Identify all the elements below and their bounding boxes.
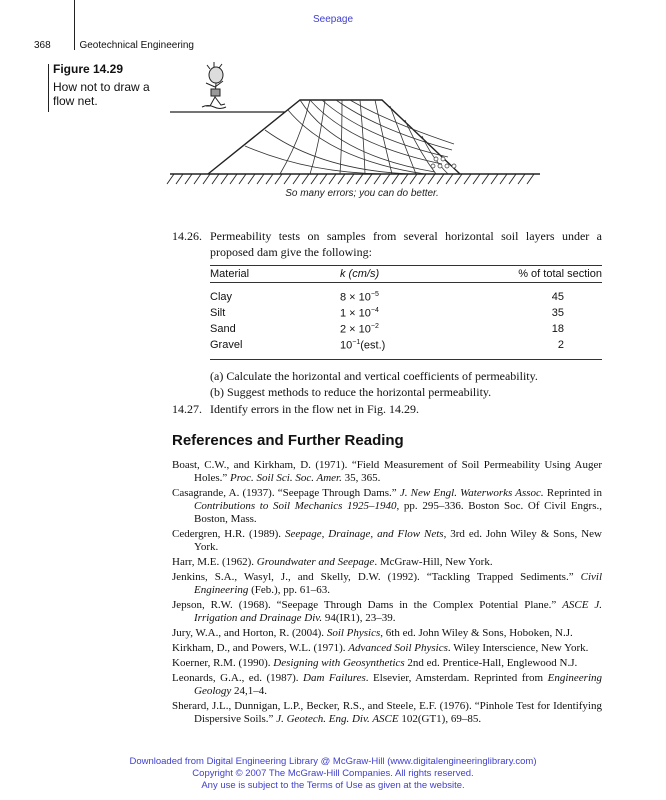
problem-part-b: (b) Suggest methods to reduce the horizontal permeability. [210, 385, 492, 399]
hatch-tick [464, 174, 471, 184]
reference-item: Jenkins, S.A., Wasyl, J., and Skelly, D.W. (1992). “Tackling Trapped Sediments.” Civil Engineering (Feb.), pp. 61–63. [172, 571, 602, 596]
hatch-tick [428, 174, 435, 184]
hatch-tick [302, 174, 309, 184]
hatch-tick [392, 174, 399, 184]
problem-text: Permeability tests on samples from several horizontal soil layers under a proposed dam give the following: [210, 229, 602, 259]
cell-material: Gravel [210, 339, 243, 351]
hatch-tick [338, 174, 345, 184]
hatch-tick [419, 174, 426, 184]
hatch-tick [383, 174, 390, 184]
table-row [210, 337, 602, 360]
cell-k: $8 \times 10^{-5}$ [340, 290, 379, 304]
reference-item: Koerner, R.M. (1990). Designing with Geosynthetics 2nd ed. Prentice-Hall, Englewood N.J. [172, 657, 578, 669]
hatch-tick [284, 174, 291, 184]
footer-download-link[interactable]: Downloaded from Digital Engineering Library @ McGraw-Hill (www.digitalengineeringlibrary.com) [129, 756, 537, 767]
hatch-tick [455, 174, 462, 184]
cell-percent: 2 [557, 339, 564, 351]
cell-percent: 35 [551, 307, 564, 319]
footer-copyright: Copyright © 2007 The McGraw-Hill Companies. All rights reserved. [192, 768, 474, 779]
figure-inner-caption: So many errors; you can do better. [285, 188, 439, 199]
hatch-tick [500, 174, 507, 184]
header-material: Material [210, 266, 340, 283]
hatch-tick [212, 174, 219, 184]
hatch-tick [311, 174, 318, 184]
cell-k: $1 \times 10^{-4}$ [340, 306, 379, 320]
problem-number: 14.26. [172, 229, 202, 243]
cell-percent: 45 [551, 291, 564, 303]
hatch-tick [401, 174, 408, 184]
hatch-tick [257, 174, 264, 184]
page-number: 368 [34, 40, 51, 51]
reference-item: Casagrande, A. (1937). “Seepage Through Dams.” J. New Engl. Waterworks Assoc. Reprinted in Contributions to Soil Mechanics 1925–1940, pp. 295–336. Boston Soc. Of Civil Engrs., Boston, Mass. [172, 487, 602, 525]
hatch-tick [185, 174, 192, 184]
hatch-tick [248, 174, 255, 184]
hatch-tick [275, 174, 282, 184]
hatch-tick [266, 174, 273, 184]
hatch-tick [347, 174, 354, 184]
hatch-tick [221, 174, 228, 184]
flow-net-figure [160, 60, 600, 210]
reference-item: Cedergren, H.R. (1989). Seepage, Drainage, and Flow Nets, 3rd ed. John Wiley & Sons, New York. [172, 528, 602, 553]
figure-rule [48, 64, 49, 112]
problem-number: 14.27. [172, 402, 202, 416]
hatch-tick [374, 174, 381, 184]
hatch-tick [365, 174, 372, 184]
reference-item: Kirkham, D., and Powers, W.L. (1971). Advanced Soil Physics. Wiley Interscience, New York. [172, 642, 589, 654]
header-k: k (cm/s) [340, 266, 460, 283]
book-title: Geotechnical Engineering [79, 40, 194, 51]
section-label: Seepage [312, 14, 354, 25]
figure-caption: How not to draw a flow net. [53, 80, 150, 108]
problem-14-26 [172, 228, 602, 260]
hatch-tick [437, 174, 444, 184]
table-row [210, 289, 602, 305]
table-row [210, 305, 602, 321]
hatch-tick [167, 174, 174, 184]
hatch-tick [482, 174, 489, 184]
cell-k: $10^{-1}(est.)$ [340, 338, 386, 352]
hatch-tick [329, 174, 336, 184]
reference-item: Boast, C.W., and Kirkham, D. (1971). “Field Measurement of Soil Permeability Using Auger Holes.” Proc. Soil Sci. Soc. Amer. 35, 365. [172, 459, 602, 484]
cell-material: Sand [210, 323, 236, 335]
hatch-tick [230, 174, 237, 184]
cell-k: $2 \times 10^{-2}$ [340, 322, 379, 336]
hatch-tick [293, 174, 300, 184]
figure-number: Figure 14.29 [53, 62, 124, 76]
hatch-tick [203, 174, 210, 184]
reference-item: Sherard, J.L., Dunnigan, L.P., Becker, R.S., and Steele, E.F. (1976). “Pinhole Test for Identifying Dispersive Soils.” J. Geotech. Eng. Div. ASCE 102(GT1), 69–85. [172, 700, 602, 725]
cell-percent: 18 [551, 323, 564, 335]
hatch-tick [194, 174, 201, 184]
hatch-tick [356, 174, 363, 184]
references-heading: References and Further Reading [172, 432, 404, 449]
header-percent: % of total section [460, 266, 602, 283]
cell-material: Silt [210, 307, 226, 319]
hatch-tick [446, 174, 453, 184]
running-head [34, 40, 194, 51]
footer-terms-link[interactable]: Any use is subject to the Terms of Use as given at the website. [201, 780, 465, 791]
hatch-tick [473, 174, 480, 184]
hatch-tick [527, 174, 534, 184]
problem-14-27 [172, 401, 602, 417]
cell-material: Clay [210, 291, 233, 303]
hatch-tick [239, 174, 246, 184]
reference-item: Harr, M.E. (1962). Groundwater and Seepage. McGraw-Hill, New York. [172, 556, 493, 568]
ground-hatching [167, 174, 534, 184]
reference-item: Jury, W.A., and Horton, R. (2004). Soil Physics, 6th ed. John Wiley & Sons, Hoboken, N.J. [172, 627, 573, 639]
permeability-table [210, 265, 602, 360]
problem-text: Identify errors in the flow net in Fig. 14.29. [210, 402, 419, 416]
reference-item: Leonards, G.A., ed. (1987). Dam Failures. Elsevier, Amsterdam. Reprinted from Engineering Geology 24,1–4. [172, 672, 603, 697]
problem-part-a: (a) Calculate the horizontal and vertical coefficients of permeability. [210, 369, 538, 383]
hatch-tick [491, 174, 498, 184]
table-header-row [210, 266, 602, 283]
reference-item: Jepson, R.W. (1968). “Seepage Through Dams in the Complex Potential Plane.” ASCE J. Irrigation and Drainage Div. 94(IR1), 23–39. [172, 599, 602, 624]
hatch-tick [176, 174, 183, 184]
table-row [210, 321, 602, 337]
hatch-tick [518, 174, 525, 184]
references-list [172, 459, 602, 728]
hatch-tick [320, 174, 327, 184]
hatch-tick [410, 174, 417, 184]
hatch-tick [509, 174, 516, 184]
cartoon-person-icon [202, 62, 226, 109]
